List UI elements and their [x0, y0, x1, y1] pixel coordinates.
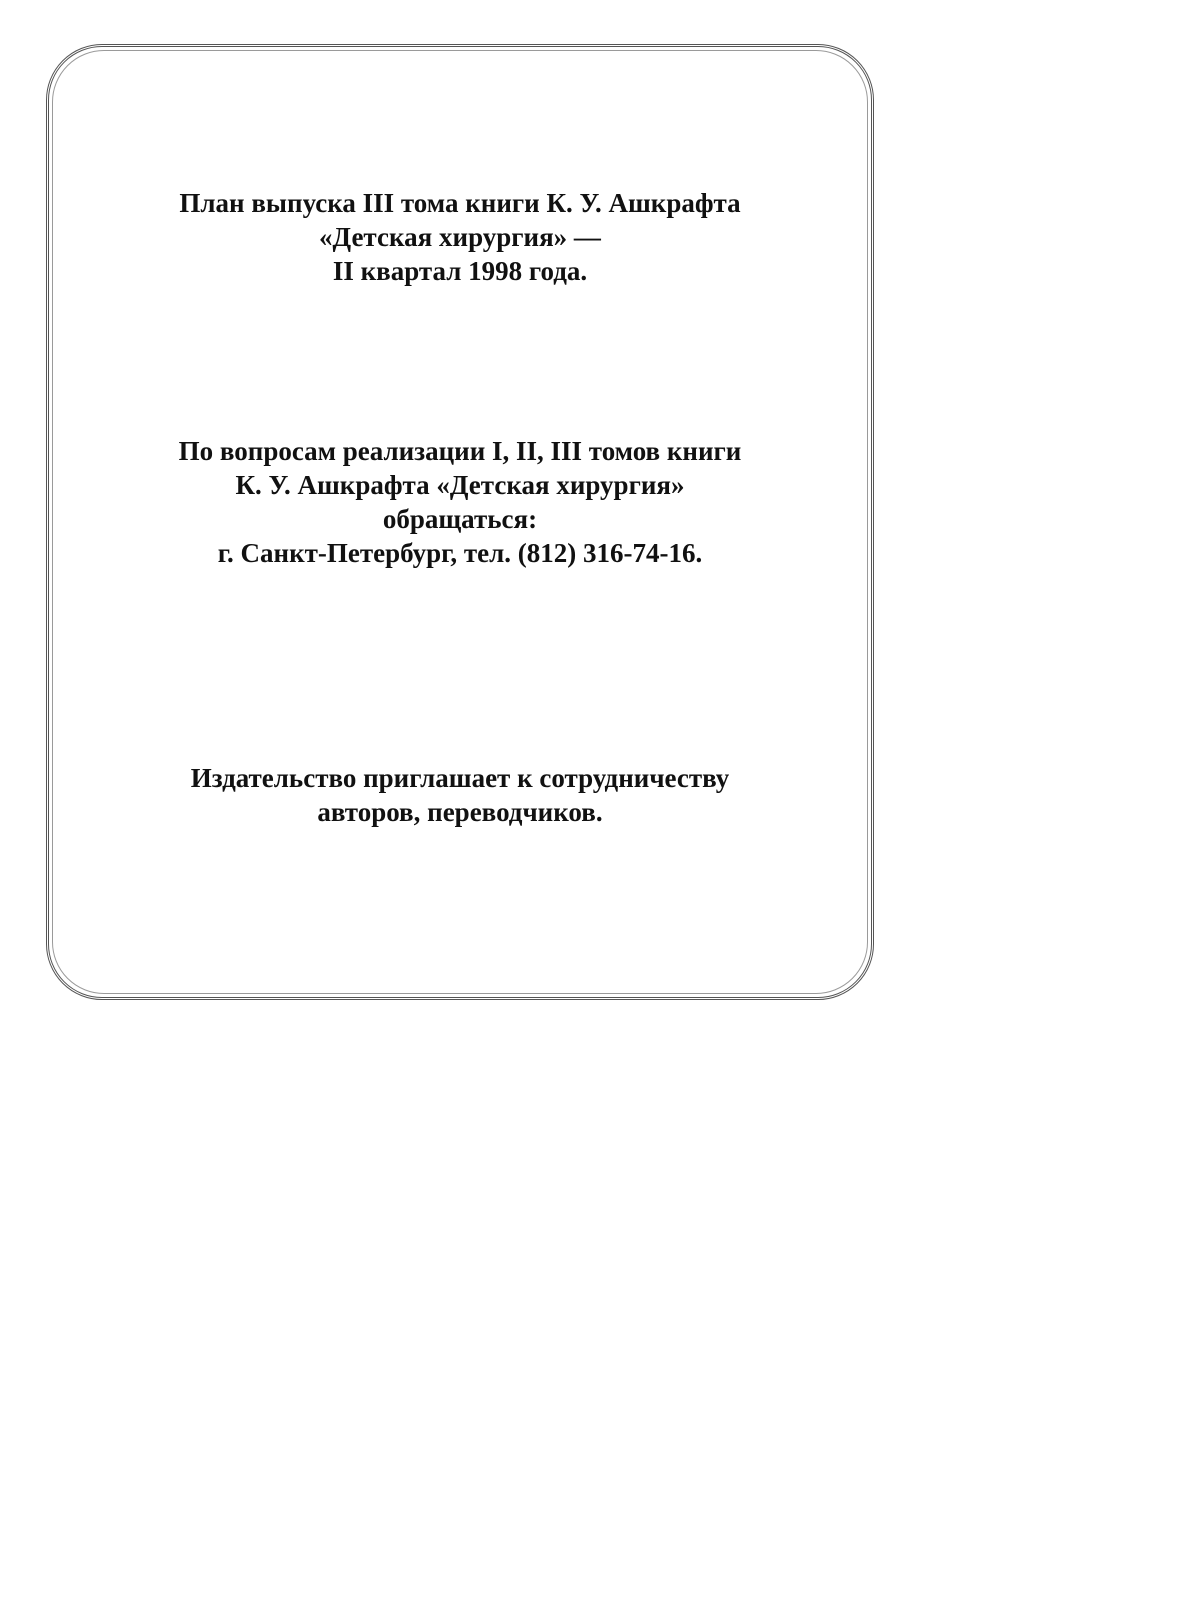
sales-contact-line: К. У. Ашкрафта «Детская хирургия»	[235, 470, 685, 500]
sales-contact-phone-line: г. Санкт-Петербург, тел. (812) 316-74-16.	[217, 538, 703, 568]
invitation-line: авторов, переводчиков.	[317, 797, 603, 827]
invitation-block	[49, 761, 871, 829]
release-plan-line: «Детская хирургия» —	[319, 222, 601, 252]
sales-contact-line: По вопросам реализации I, II, III томов книги	[178, 436, 742, 466]
release-plan-line: План выпуска III тома книги К. У. Ашкрафта	[179, 188, 741, 218]
notice-frame	[46, 44, 874, 1000]
invitation-line: Издательство приглашает к сотрудничеству	[190, 763, 730, 793]
sales-contact-block	[49, 434, 871, 570]
release-plan-line: II квартал 1998 года.	[332, 256, 588, 286]
release-plan-block	[49, 186, 871, 288]
sales-contact-line: обращаться:	[382, 504, 538, 534]
